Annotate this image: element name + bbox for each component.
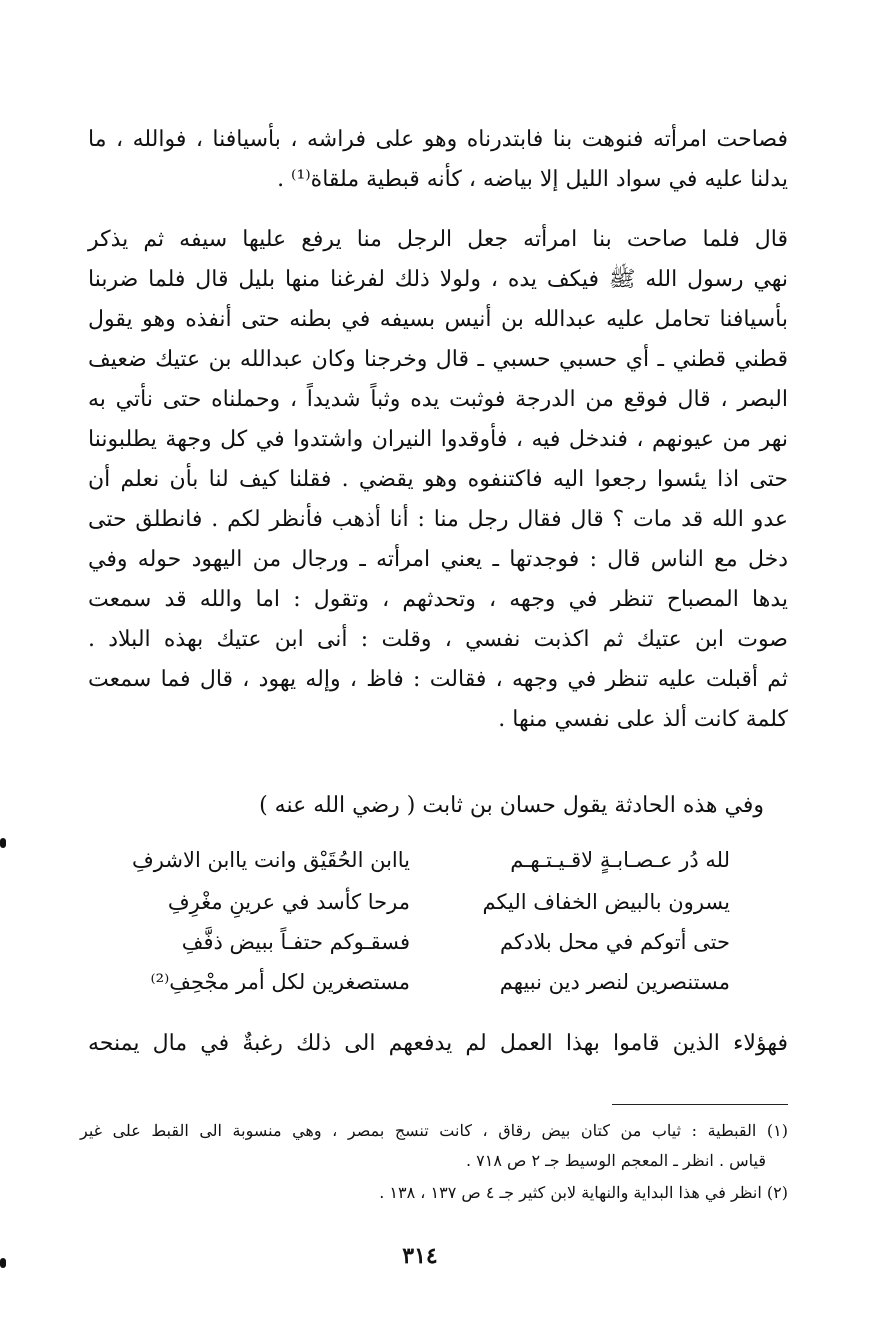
poem-verse [120, 882, 730, 922]
text-line: صوت ابن عتيك ثم اكذبت نفسي ، وقلت : أنى ابن عتيك بهذه البلاد . [88, 627, 788, 652]
text-line: عدو الله قد مات ؟ قال فقال رجل منا : أنا أذهب فأنظر لكم . فانطلق حتى [88, 507, 788, 532]
scan-mark [0, 1258, 6, 1268]
poem-verse [120, 962, 730, 1002]
verse-second-hemistich: فسقـوكم حتفـاً ببيض ذفَّفِ [181, 930, 410, 954]
text-line: يدها المصباح تنظر في وجهه ، وتحدثهم ، وتقول : اما والله قد سمعت [88, 587, 788, 612]
footnote-line: (١) القبطية : ثياب من كتان بيض رقاق ، كانت تنسج بمصر ، وهي منسوبة الى القبط على غير [80, 1121, 788, 1140]
text-line: ثم أقبلت عليه تنظر في وجهه ، فقالت : فاظ ، وإله يهود ، قال فما سمعت [88, 667, 788, 692]
verse-second-hemistich: مستصغرين لكل أمر مجْحِفِ⁽²⁾ [150, 970, 410, 994]
verse-second-hemistich: مرحا كأسد في عرينِ مغْرِفِ [167, 890, 410, 914]
text-line: البصر ، قال فوقع من الدرجة فوثبت يده وثباً شديداً ، وحملناه حتى نأتي به [88, 387, 788, 412]
footnote-line: قياس . انظر ـ المعجم الوسيط جـ ٢ ص ٧١٨ . [465, 1151, 766, 1170]
text-line: حتى اذا يئسوا رجعوا اليه فاكتنفوه وهو يقضي . فقلنا كيف لنا بأن نعلم أن [88, 467, 788, 492]
verse-first-hemistich: لله دُر عـصـابـةٍ لاقـيـتـهـم [510, 848, 730, 872]
text-line: بأسيافنا تحامل عليه عبدالله بن أنيس بسيفه في بطنه حتى أنفذه وهو يقول [88, 307, 788, 332]
verse-first-hemistich: يسرون بالبيض الخفاف اليكم [482, 890, 730, 914]
poem-verse [120, 840, 730, 880]
footnote-line: (٢) انظر في هذا البداية والنهاية لابن كثير جـ ٤ ص ١٣٧ ، ١٣٨ . [379, 1183, 788, 1202]
paragraph-2 [88, 220, 788, 740]
footnote-1 [80, 1116, 788, 1176]
verse-first-hemistich: مستنصرين لنصر دين نبيهم [499, 970, 730, 994]
text-line: دخل مع الناس قال : فوجدتها ـ يعني امرأته ـ ورجال من اليهود حوله وفي [88, 547, 788, 572]
text-line: قطني قطني ـ أي حسبي حسبي ـ قال وخرجنا وكان عبدالله بن عتيك ضعيف [88, 347, 788, 372]
text-line: فصاحت امرأته فنوهت بنا فابتدرناه وهو على فراشه ، بأسيافنا ، فوالله ، ما [88, 127, 788, 152]
footnote-separator [612, 1104, 788, 1105]
footnote-2 [80, 1178, 788, 1208]
text-line: قال فلما صاحت بنا امرأته جعل الرجل منا يرفع عليها سيفه ثم يذكر [88, 227, 788, 252]
closing-paragraph [88, 1024, 788, 1064]
scan-mark [0, 838, 6, 848]
text-line: نهر من عيونهم ، فندخل فيه ، فأوقدوا النيران واشتدوا في كل وجهة يطلبوننا [88, 427, 788, 452]
paragraph-1 [88, 120, 788, 200]
text-line: كلمة كانت ألذ على نفسي منها . [498, 707, 788, 732]
text-line: يدلنا عليه في سواد الليل إلا بياضه ، كأنه قبطية ملقاة⁽¹⁾ . [277, 167, 788, 192]
verse-first-hemistich: حتى أتوكم في محل بلادكم [500, 930, 730, 954]
text-line: وفي هذه الحادثة يقول حسان بن ثابت ( رضي الله عنه ) [259, 793, 764, 818]
poem-verse [120, 922, 730, 962]
text-line: فهؤلاء الذين قاموا بهذا العمل لم يدفعهم الى ذلك رغبةٌ في مال يمنحه [88, 1031, 788, 1056]
text-line: نهي رسول الله ﷺ فيكف يده ، ولولا ذلك لفرغنا منها بليل قال فلما ضربنا [88, 267, 788, 292]
page-number: ٣١٤ [402, 1243, 438, 1269]
verse-second-hemistich: ياابن الحُقَيْق وانت ياابن الاشرفِ [132, 848, 410, 872]
poem-intro [88, 786, 788, 826]
